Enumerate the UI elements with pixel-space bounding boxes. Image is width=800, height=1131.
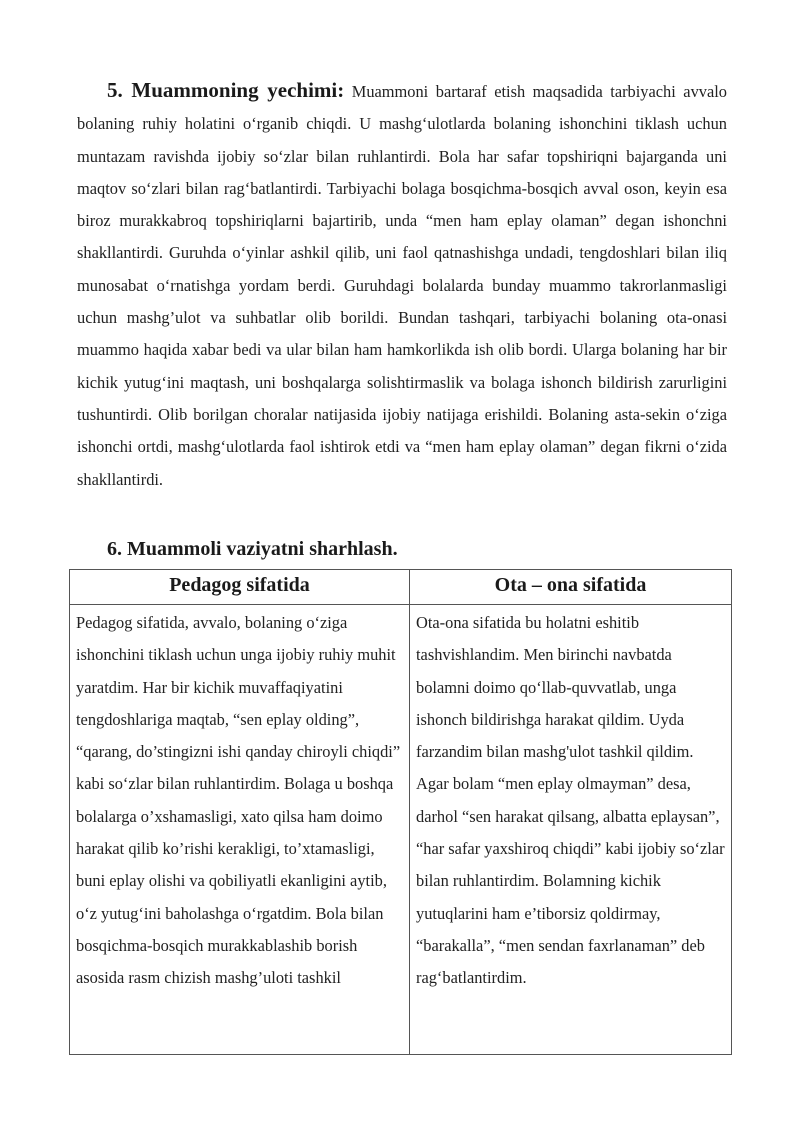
section-5-text: Muammoni bartaraf etish maqsadida tarbiyachi avvalo bolaning ruhiy holatini o‘rganib chiqdi. U mashg‘ulotlarda bolaning ishonchini tiklash uchun muntazam ravishda ijobiy so‘zlar bilan ruhlantirdi. Bola har safar topshiriqni bajarganda uni maqtov so‘zlari bilan rag‘batlantirdi. Tarbiyachi bolaga bosqichma-bosqich avval oson, keyin esa biroz murakkabroq topshiriqlarni bajartirib, unda “men ham eplay olaman” degan ishonchni shakllantirdi. Guruhda o‘yinlar ashkil qilib, uni faol qatnashishga undadi, tengdoshlari bilan iliq munosabat o‘rnatishga yordam berdi. Guruhdagi bolalarda bunday muammo takrorlanmasligi uchun mashg’ulot va suhbatlar olib borildi. Bundan tashqari, tarbiyachi bolaning ota-onasi muammo haqida xabar bedi va ular bilan ham hamkorlikda ish olib bordi. Ularga bolaning har bir kichik yutug‘ini maqtash, uni boshqalarga solishtirmaslik va bolaga ishonch bildirish zarurligini tushuntirdi. Olib borilgan choralar natijasida ijobiy natijaga erishildi. Bolaning asta-sekin o‘ziga ishonchi ortdi, mashg‘ulotlarda faol ishtirok etdi va “men ham eplay olaman” degan fikrni o‘zida shakllantirdi. <box>77 82 727 489</box>
section-6-heading: 6. Muammoli vaziyatni sharhlash. <box>107 538 398 560</box>
table-row <box>70 605 732 1055</box>
cell-pedagog-text: Pedagog sifatida, avvalo, bolaning o‘ziga ishonchini tiklash uchun unga ijobiy ruhiy muhit yaratdim. Har bir kichik muvaffaqiyatini tengdoshlariga maqtab, “sen eplay olding”, “qarang, do’stingizni ishi qanday chiroyli chiqdi” kabi so‘zlar bilan ruhlantirdim. Bolaga u boshqa bolalarga o’xshamasligi, xato qilsa ham doimo harakat qilib ko’rishi kerakligi, to’xtamasligi, buni eplay olishi va qobiliyatli ekanligini aytib, o‘z yutug‘ini baholashga o‘rgatdim. Bola bilan bosqichma-bosqich murakkablashib borish asosida rasm chizish mashg’uloti tashkil <box>70 605 410 1055</box>
section-5-heading: 5. Muammoning yechimi: <box>107 78 345 102</box>
header-pedagog: Pedagog sifatida <box>70 570 410 605</box>
comparison-table <box>69 569 732 1055</box>
cell-ota-ona-text: Ota-ona sifatida bu holatni eshitib tashvishlandim. Men birinchi navbatda bolamni doimo qo‘llab-quvvatlab, unga ishonch bildirishga harakat qildim. Uyda farzandim bilan mashg'ulot tashkil qildim. Agar bolam “men eplay olmayman” desa, darhol “sen harakat qilsang, albatta eplaysan”, “har safar yaxshiroq chiqdi” kabi ijobiy so‘zlar bilan ruhlantirdim. Bolamning kichik yutuqlarini ham e’tiborsiz qoldirmay, “barakalla”, “men sendan faxrlanaman” deb rag‘batlantirdim. <box>410 605 732 1055</box>
section-5-paragraph <box>77 74 727 496</box>
table-header-row <box>70 570 732 605</box>
header-ota-ona: Ota – ona sifatida <box>410 570 732 605</box>
